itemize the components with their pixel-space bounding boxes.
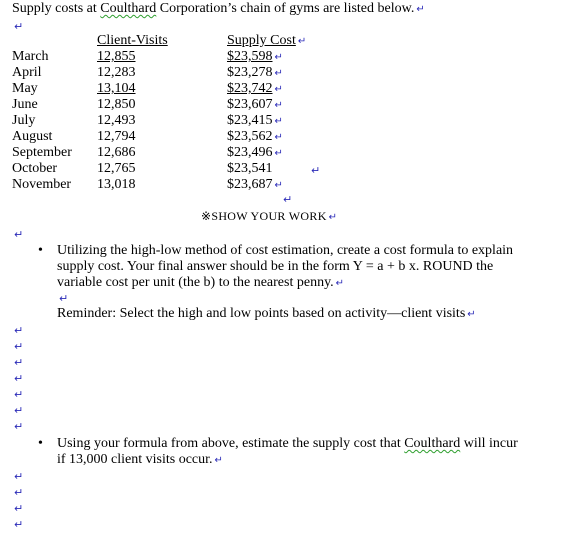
paragraph-mark-icon: ↵ <box>311 164 321 177</box>
cost-cell: $23,415 ↵ <box>227 113 283 128</box>
paragraph-mark-icon: ↵ <box>14 502 24 515</box>
paragraph-mark-icon: ↵ <box>14 228 24 241</box>
visits-column <box>97 49 136 193</box>
paragraph-mark-icon: ↵ <box>274 148 283 159</box>
visits-cell: 12,765 <box>97 161 136 176</box>
cost-cell: $23,687 ↵ <box>227 177 283 192</box>
visits-cell: 13,018 <box>97 177 136 192</box>
month-column <box>12 49 72 193</box>
month-cell: August <box>12 129 53 144</box>
paragraph-mark-icon: ↵ <box>14 324 24 337</box>
question-1: Utilizing the high-low method of cost estimation, create a cost formula to explain supply cost. Your final answer should be in the form Y = a + b x. ROUND the variable cost per unit (the b) to the nearest penny. ↵ <box>57 243 514 290</box>
paragraph-mark-icon: ↵ <box>14 20 24 33</box>
cost-cell: $23,607 ↵ <box>227 97 283 112</box>
paragraph-mark-icon: ↵ <box>274 132 283 143</box>
visits-cell: 12,850 <box>97 97 136 112</box>
paragraph-mark-icon: ↵ <box>416 4 425 15</box>
header-client-visits: Client-Visits <box>97 33 168 48</box>
paragraph-mark-icon: ↵ <box>467 309 476 320</box>
show-work-note: ※SHOW YOUR WORK ↵ <box>201 209 338 223</box>
paragraph-mark-icon: ↵ <box>274 116 283 127</box>
paragraph-mark-icon: ↵ <box>328 212 338 223</box>
month-cell: June <box>12 97 38 112</box>
cost-cell: $23,598 ↵ <box>227 49 283 64</box>
cost-cell: $23,496 ↵ <box>227 145 283 160</box>
cost-cell: $23,541 <box>227 161 273 176</box>
visits-cell: 12,794 <box>97 129 136 144</box>
visits-cell: 12,686 <box>97 145 136 160</box>
month-cell: July <box>12 113 36 128</box>
paragraph-mark-icon: ↵ <box>335 278 345 289</box>
paragraph-mark-icon: ↵ <box>14 388 24 401</box>
month-cell: April <box>12 65 42 80</box>
visits-cell: 12,493 <box>97 113 136 128</box>
paragraph-mark-icon: ↵ <box>274 84 283 95</box>
month-cell: March <box>12 49 49 64</box>
paragraph-mark-icon: ↵ <box>274 52 283 63</box>
cost-cell: $23,562 ↵ <box>227 129 283 144</box>
month-cell: September <box>12 145 72 160</box>
header-supply-cost: Supply Cost ↵ <box>227 33 307 48</box>
paragraph-mark-icon: ↵ <box>14 372 24 385</box>
cost-cell: $23,278 ↵ <box>227 65 283 80</box>
month-cell: November <box>12 177 72 192</box>
visits-cell: 12,283 <box>97 65 136 80</box>
visits-cell: 12,855 <box>97 49 136 64</box>
paragraph-mark-icon: ↵ <box>14 470 24 483</box>
paragraph-mark-icon: ↵ <box>274 100 283 111</box>
paragraph-mark-icon: ↵ <box>283 193 293 206</box>
cost-column <box>227 49 283 193</box>
paragraph-mark-icon: ↵ <box>297 36 307 47</box>
visits-cell: 13,104 <box>97 81 136 96</box>
question-2: Using your formula from above, estimate the supply cost that Coulthard will incur if 13,000 client visits occur. ↵ <box>57 436 518 467</box>
paragraph-mark-icon: ↵ <box>14 518 24 531</box>
cost-cell: $23,742 ↵ <box>227 81 283 96</box>
company-name: Coulthard <box>404 436 461 451</box>
paragraph-mark-icon: ↵ <box>274 180 283 191</box>
paragraph-mark-icon: ↵ <box>274 68 283 79</box>
bullet-icon: • <box>38 436 43 451</box>
month-cell: May <box>12 81 38 96</box>
bullet-icon: • <box>38 243 43 258</box>
company-name: Coulthard <box>100 1 157 16</box>
paragraph-mark-icon: ↵ <box>14 420 24 433</box>
month-cell: October <box>12 161 58 176</box>
reminder-text: Reminder: Select the high and low points based on activity—client visits ↵ <box>57 306 476 321</box>
paragraph-mark-icon: ↵ <box>14 486 24 499</box>
paragraph-mark-icon: ↵ <box>14 404 24 417</box>
paragraph-mark-icon: ↵ <box>214 455 223 466</box>
paragraph-mark-icon: ↵ <box>14 356 24 369</box>
intro-text: Supply costs at Coulthard Corporation’s chain of gyms are listed below. ↵ <box>12 1 425 16</box>
paragraph-mark-icon: ↵ <box>14 340 24 353</box>
paragraph-mark-icon: ↵ <box>59 292 69 305</box>
